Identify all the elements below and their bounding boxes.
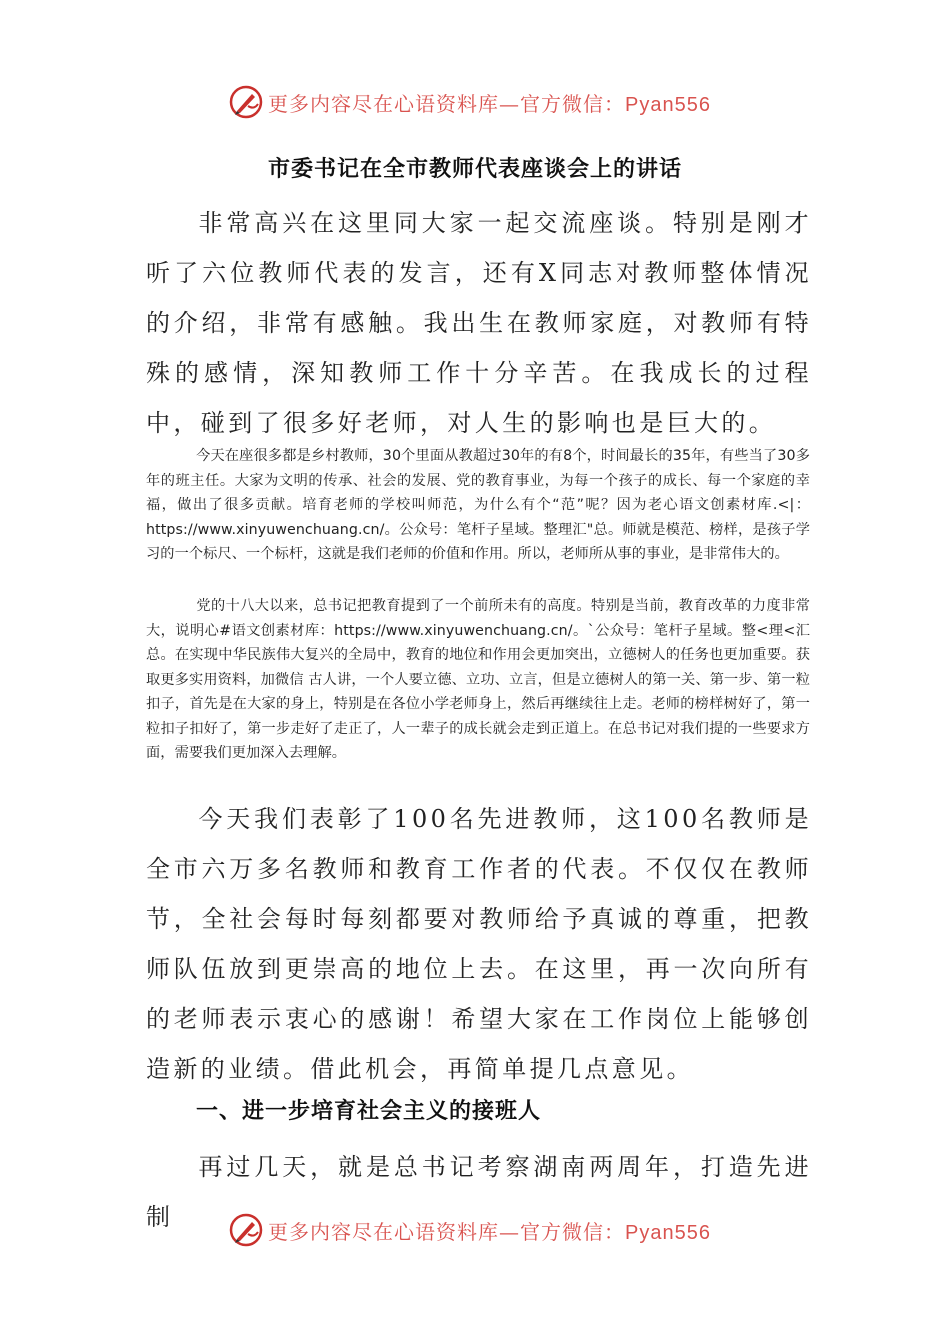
banner-site-name: 更多内容尽在心语资料库 <box>268 1219 499 1244</box>
banner-dash: — <box>499 91 520 116</box>
banner-wechat-id: Pyan556 <box>625 1221 711 1244</box>
paragraph-4-text: 今天我们表彰了100名先进教师，这100名教师是全市六万多名教师和教育工作者的代表。不仅仅在教师节，全社会每时每刻都要对教师给予真诚的尊重，把教师队伍放到更崇高的地位上去。在这里，再一次向所有的老师表示衷心的感谢！希望大家在工作岗位上能够创造新的业绩。借此机会，再简单提几点意见。 <box>146 805 812 1083</box>
paragraph-3-text: 党的十八大以来，总书记把教育提到了一个前所未有的高度。特别是当前，教育改革的力度非常大，说明心#语文创素材库：https://www.xinyuwenchuang.cn/。`公众号：笔杆子星域。整<理<汇总。在实现中华民族伟大复兴的全局中，教育的地位和作用会更加突出，立德树人的任务也更加重要。获取更多实用资料，加微信 古人讲，一个人要立德、立功、立言，但是立德树人的第一关、第一步、第一粒扣子，首先是在大家的身上，特别是在各位小学老师身上，然后再继续往上走。老师的榜样树好了，第一粒扣子扣好了，第一步走好了走正了，人一辈子的成长就会走到正道上。在总书记对我们提的一些要求方面，需要我们更加深入去理解。 <box>146 598 810 761</box>
banner-text <box>268 1216 711 1245</box>
paragraph-1 <box>146 198 812 448</box>
pen-logo-icon <box>228 1212 264 1248</box>
banner-wechat-label: 官方微信： <box>520 91 625 116</box>
header-banner <box>228 82 748 122</box>
section-heading-1: 一、进一步培育社会主义的接班人 <box>196 1099 542 1124</box>
banner-wechat-label: 官方微信： <box>520 1219 625 1244</box>
banner-dash: — <box>499 1219 520 1244</box>
footer-banner <box>228 1210 748 1250</box>
paragraph-4 <box>146 794 812 1094</box>
document-title: 市委书记在全市教师代表座谈会上的讲话 <box>267 157 682 182</box>
paragraph-2-text: 今天在座很多都是乡村教师，30个里面从教超过30年的有8个，时间最长的35年，有些当了30多年的班主任。大家为文明的传承、社会的发展、党的教育事业，为每一个孩子的成长、每一个家庭的幸福，做出了很多贡献。培育老师的学校叫师范，为什么有个“范”呢？因为老心语文创素材库.<|：https://www.xinyuwenchuang.cn/。公众号：笔杆子星域。整理汇"总。师就是模范、榜样，是孩子学习的一个标尺、一个标杆，这就是我们老师的价值和作用。所以，老师所从事的事业，是非常伟大的。 <box>146 448 810 562</box>
paragraph-3 <box>146 594 810 766</box>
paragraph-5-text: 再过几天，就是总书记考察湖南两周年，打造先进制 <box>146 1153 812 1231</box>
paragraph-1-text: 非常高兴在这里同大家一起交流座谈。特别是刚才听了六位教师代表的发言，还有X同志对教师整体情况的介绍，非常有感触。我出生在教师家庭，对教师有特殊的感情，深知教师工作十分辛苦。在我成长的过程中，碰到了很多好老师，对人生的影响也是巨大的。 <box>146 209 812 437</box>
paragraph-2 <box>146 444 810 567</box>
banner-wechat-id: Pyan556 <box>625 93 711 116</box>
pen-logo-icon <box>228 84 264 120</box>
banner-text <box>268 88 711 117</box>
banner-site-name: 更多内容尽在心语资料库 <box>268 91 499 116</box>
